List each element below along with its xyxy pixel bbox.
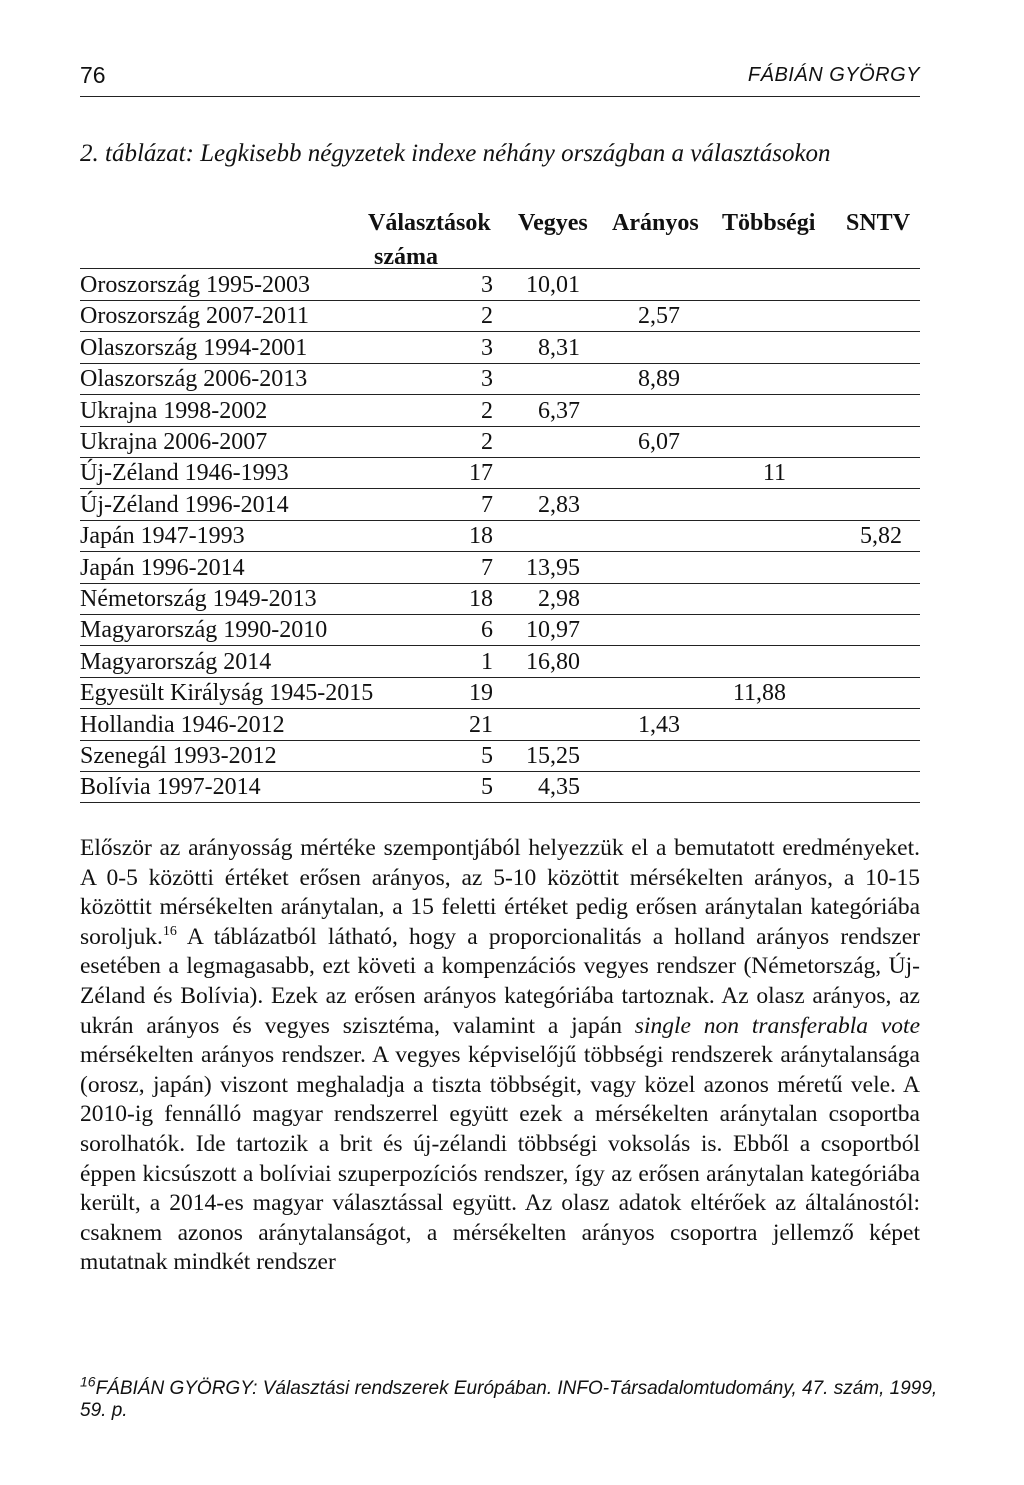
cell-mixed: 10,97 xyxy=(526,617,580,644)
cell-n: 2 xyxy=(481,429,493,455)
table-row xyxy=(80,333,920,364)
table-row xyxy=(80,772,920,803)
footnote xyxy=(80,1373,940,1422)
cell-country: Olaszország 2006-2013 xyxy=(80,366,308,393)
cell-n: 1 xyxy=(481,648,493,675)
cell-country: Magyarország 2014 xyxy=(80,648,272,675)
cell-country: Szenegál 1993-2012 xyxy=(80,743,277,769)
cell-mixed: 16,80 xyxy=(526,648,580,675)
paragraph-text: mérsékelten arányos rendszer. A vegyes képviselőjű többségi rendszerek aránytalansága (orosz, japán) viszont meghaladja a tiszta többségit, vagy közel azonos méretű vele. A 2010-ig fennálló magyar rendszerrel együtt ezek a mérsékelten aránytalan csoportba sorolhatók. Ide tartozik a brit és új-zélandi többségi voksolás is. Ebből a csoportból éppen kicsúszott a bolíviai szuperpozíciós rendszer, így az erősen aránytalan kategóriába került, a 2014-es magyar választással együtt. Az olasz adatok eltérőek az általánostól: csaknem azonos aránytalanságot, a mérsékelten arányos csoportra jellemző képet mutatnak mindkét rendszer xyxy=(80,1042,920,1276)
table-row xyxy=(80,741,920,772)
table-row xyxy=(80,396,920,427)
cell-n: 5 xyxy=(481,774,493,801)
body-paragraph xyxy=(80,834,920,1278)
cell-mixed: 10,01 xyxy=(526,272,580,298)
cell-mixed: 8,31 xyxy=(538,334,580,361)
cell-n: 18 xyxy=(469,586,493,612)
footnote-number: 16 xyxy=(80,1373,96,1390)
table-row xyxy=(80,647,920,678)
cell-proportional: 1,43 xyxy=(638,711,680,738)
cell-majority: 11 xyxy=(762,460,786,487)
paragraph-text: A táblázatból látható, hogy a proporcionalitás a holland arányos rendszer esetében a legmagasabb, ezt követi a kompenzációs vegyes rendszer (Németország, Új-Zéland és Bolívia). Ezek az erősen arányos kategóriába tartoznak. Az olasz arányos, az ukrán arányos és vegyes szisztéma, valamint a japán xyxy=(80,923,920,1039)
cell-n: 7 xyxy=(481,554,493,581)
cell-n: 5 xyxy=(481,743,493,769)
table-row xyxy=(80,615,920,646)
col-head-mixed: Vegyes xyxy=(518,210,588,236)
cell-country: Ukrajna 1998-2002 xyxy=(80,397,268,424)
table-row xyxy=(80,553,920,584)
table-row xyxy=(80,301,920,332)
cell-n: 2 xyxy=(481,303,493,330)
cell-mixed: 13,95 xyxy=(526,554,580,581)
paragraph-italic: single non transferabla vote xyxy=(634,1012,920,1039)
col-head-elections-sub: száma xyxy=(374,244,438,270)
col-head-majority: Többségi xyxy=(722,210,816,236)
footnote-ref: 16 xyxy=(162,923,177,939)
cell-sntv: 5,82 xyxy=(860,523,902,550)
cell-mixed: 2,83 xyxy=(538,491,580,518)
cell-proportional: 2,57 xyxy=(638,303,680,330)
cell-country: Japán 1947-1993 xyxy=(80,523,245,550)
cell-mixed: 6,37 xyxy=(538,397,580,424)
cell-mixed: 4,35 xyxy=(538,774,580,801)
cell-country: Új-Zéland 1946-1993 xyxy=(80,460,289,487)
cell-n: 18 xyxy=(469,523,493,550)
page-header xyxy=(80,62,920,97)
cell-country: Ukrajna 2006-2007 xyxy=(80,429,268,455)
paragraph-text: Először az arányosság mértéke szempontjából helyezzük el a bemutatott eredményeket. A 0-5 közötti értéket erősen arányos, az 5-10 közöttit mérsékelten arányos, a 10-15 közöttit mérsékelten aránytalan, a 15 feletti értéket pedig erősen aránytalan kategóriába soroljuk. xyxy=(80,835,920,950)
cell-n: 3 xyxy=(481,334,493,361)
cell-n: 2 xyxy=(481,397,493,424)
cell-n: 19 xyxy=(469,680,493,707)
cell-majority: 11,88 xyxy=(732,680,786,707)
table-row xyxy=(80,458,920,489)
cell-country: Oroszország 1995-2003 xyxy=(80,272,310,298)
cell-n: 21 xyxy=(469,711,493,738)
table-row xyxy=(80,270,920,301)
cell-mixed: 15,25 xyxy=(526,743,580,769)
cell-country: Új-Zéland 1996-2014 xyxy=(80,491,289,518)
cell-country: Németország 1949-2013 xyxy=(80,586,317,612)
table-row xyxy=(80,584,920,615)
cell-country: Hollandia 1946-2012 xyxy=(80,711,285,738)
cell-n: 7 xyxy=(481,491,493,518)
table-row xyxy=(80,364,920,395)
page-number: 76 xyxy=(80,62,106,88)
cell-proportional: 6,07 xyxy=(638,429,680,455)
cell-n: 3 xyxy=(481,366,493,393)
cell-country: Oroszország 2007-2011 xyxy=(80,303,310,330)
cell-proportional: 8,89 xyxy=(638,366,680,393)
table-row xyxy=(80,710,920,741)
table-row xyxy=(80,490,920,521)
header-rule xyxy=(80,268,920,269)
table-caption: 2. táblázat: Legkisebb négyzetek indexe néhány országban a választásokon xyxy=(80,140,831,167)
cell-country: Bolívia 1997-2014 xyxy=(80,774,261,801)
cell-n: 17 xyxy=(469,460,493,487)
cell-country: Egyesült Királyság 1945-2015 xyxy=(80,680,374,707)
cell-mixed: 2,98 xyxy=(538,586,580,612)
running-head: FÁBIÁN GYÖRGY xyxy=(747,64,920,86)
cell-country: Japán 1996-2014 xyxy=(80,554,245,581)
table-row xyxy=(80,678,920,709)
cell-n: 3 xyxy=(481,272,493,298)
col-head-proportional: Arányos xyxy=(612,210,699,236)
table-row xyxy=(80,521,920,552)
footnote-text: FÁBIÁN GYÖRGY: Választási rendszerek Európában. INFO-Társadalomtudomány, 47. szám, 1999, 59. p. xyxy=(80,1378,938,1421)
cell-country: Olaszország 1994-2001 xyxy=(80,334,308,361)
cell-country: Magyarország 1990-2010 xyxy=(80,617,328,644)
cell-n: 6 xyxy=(481,617,493,644)
col-head-elections: Választások xyxy=(368,210,491,236)
col-head-sntv: SNTV xyxy=(846,210,911,236)
table-row xyxy=(80,427,920,458)
